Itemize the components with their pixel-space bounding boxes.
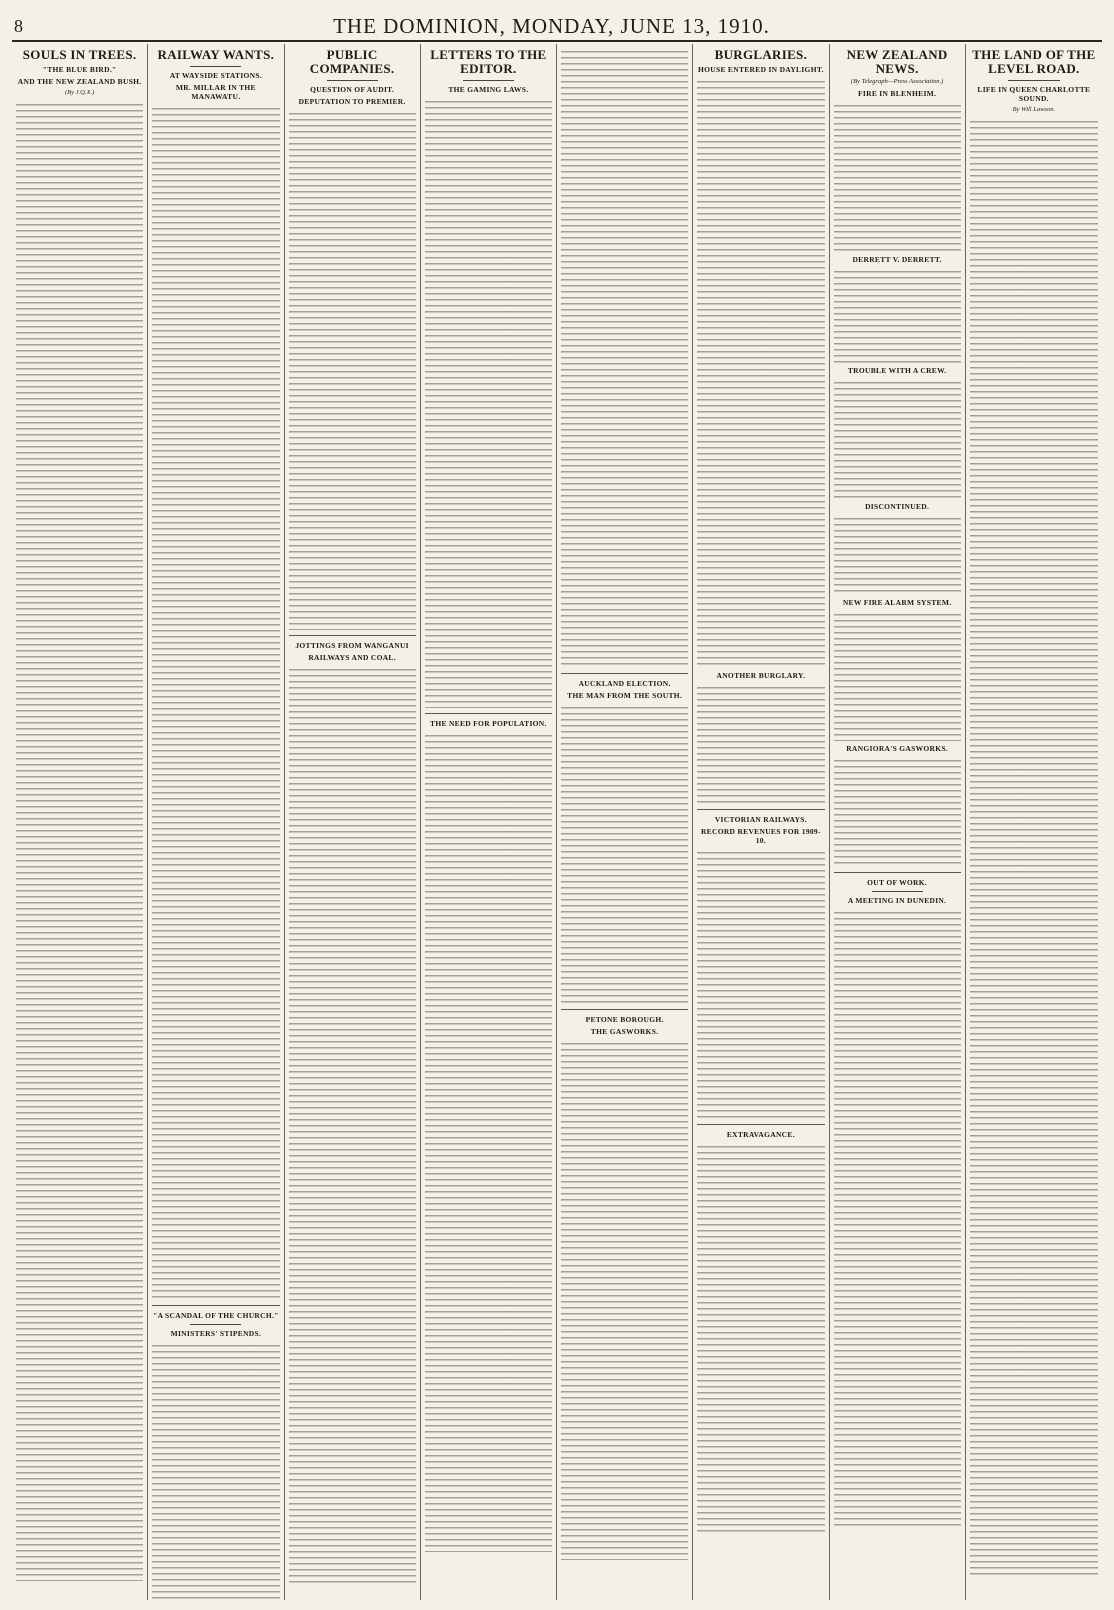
headline: THE LAND OF THE LEVEL ROAD.	[972, 47, 1096, 76]
headline: ANOTHER BURGLARY.	[716, 671, 806, 680]
article-body	[561, 1040, 688, 1560]
article-body	[834, 757, 961, 867]
article-body	[834, 268, 961, 363]
article-body	[834, 102, 961, 252]
article-body	[289, 110, 416, 630]
headline: AUCKLAND ELECTION.	[578, 679, 671, 688]
subhead: THE GASWORKS.	[590, 1027, 659, 1036]
subhead: THE GAMING LAWS.	[448, 85, 529, 94]
article-body	[697, 78, 824, 668]
subhead: HOUSE ENTERED IN DAYLIGHT.	[698, 65, 824, 74]
headline: NEW ZEALAND NEWS.	[846, 47, 948, 76]
headline: "A SCANDAL OF THE CHURCH."	[153, 1311, 279, 1320]
section-heading: DERRETT V. DERRETT.	[852, 255, 942, 264]
headline: THE NEED FOR POPULATION.	[430, 719, 547, 728]
column-7	[830, 44, 966, 1600]
column-6	[693, 44, 829, 1600]
section-heading: RANGIORA'S GASWORKS.	[846, 744, 949, 753]
section-heading: TROUBLE WITH A CREW.	[847, 366, 947, 375]
subhead: THE MAN FROM THE SOUTH.	[567, 691, 683, 700]
article-body	[834, 909, 961, 1529]
article-body	[16, 101, 143, 1581]
article-body	[152, 1342, 279, 1600]
article-body	[425, 98, 552, 708]
subhead: (By Telegraph—Press Association.)	[850, 78, 944, 85]
article-columns	[12, 44, 1102, 1600]
column-2	[148, 44, 284, 1600]
article-body	[289, 666, 416, 1586]
masthead	[14, 14, 1100, 38]
subhead: AT WAYSIDE STATIONS.	[169, 71, 263, 80]
article-body	[834, 379, 961, 499]
headline: JOTTINGS FROM WANGANUI	[295, 641, 409, 650]
article-body	[834, 611, 961, 741]
headline: VICTORIAN RAILWAYS.	[714, 815, 807, 824]
subhead: QUESTION OF AUDIT.	[310, 85, 395, 94]
section-heading: FIRE IN BLENHEIM.	[858, 89, 937, 98]
column-4	[421, 44, 557, 1600]
article-body	[561, 48, 688, 668]
masthead-rule	[12, 40, 1102, 42]
headline: OUT OF WORK.	[867, 878, 928, 887]
column-3	[285, 44, 421, 1600]
headline: BURGLARIES.	[714, 47, 808, 62]
article-body	[697, 849, 824, 1119]
column-5	[557, 44, 693, 1600]
subhead: MR. MILLAR IN THE MANAWATU.	[175, 83, 256, 101]
headline: LETTERS TO THE EDITOR.	[430, 47, 547, 76]
section-heading: DISCONTINUED.	[865, 502, 930, 511]
article-body	[425, 732, 552, 1552]
subhead: RECORD REVENUES FOR 1909-10.	[700, 827, 821, 845]
subhead: DEPUTATION TO PREMIER.	[298, 97, 406, 106]
column-8	[966, 44, 1102, 1600]
section-heading: NEW FIRE ALARM SYSTEM.	[842, 598, 952, 607]
article-body	[561, 704, 688, 1004]
subhead: AND THE NEW ZEALAND BUSH.	[17, 77, 142, 86]
column-1	[12, 44, 148, 1600]
article-body	[697, 1143, 824, 1533]
byline: (By J.Q.X.)	[65, 89, 95, 96]
headline: SOULS IN TREES.	[22, 47, 137, 62]
article-body	[697, 684, 824, 804]
byline: By Will Lawson.	[1012, 106, 1056, 113]
subhead: MINISTERS' STIPENDS.	[170, 1329, 262, 1338]
page-number: 8	[14, 15, 23, 36]
headline: PUBLIC COMPANIES.	[309, 47, 395, 76]
subhead: LIFE IN QUEEN CHARLOTTE SOUND.	[977, 85, 1091, 103]
article-body	[970, 118, 1098, 1578]
paper-title: THE DOMINION, MONDAY, JUNE 13, 1910.	[333, 13, 770, 38]
article-body	[152, 105, 279, 1300]
headline: EXTRAVAGANCE.	[726, 1130, 795, 1139]
headline: RAILWAY WANTS.	[157, 47, 275, 62]
subhead: "THE BLUE BIRD."	[42, 65, 117, 74]
subhead: A MEETING IN DUNEDIN.	[847, 896, 947, 905]
subhead: RAILWAYS AND COAL.	[308, 653, 396, 662]
article-body	[834, 515, 961, 595]
headline: PETONE BOROUGH.	[585, 1015, 664, 1024]
